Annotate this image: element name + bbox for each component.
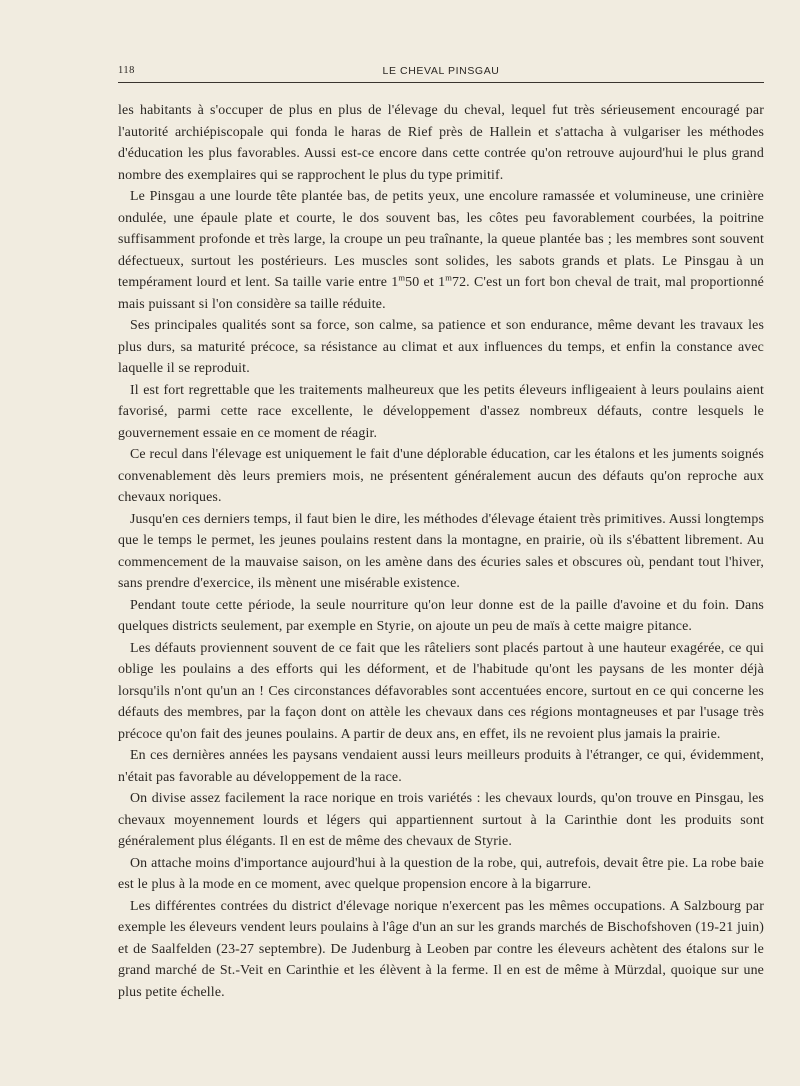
page-number: 118 xyxy=(118,65,135,76)
measure-min-decimal: 50 xyxy=(405,275,420,290)
paragraph-text: Le Pinsgau a une lourde tête plantée bas, de petits yeux, une encolure ramassée et volumineuse, une crinière ondulée, une épaule plate et courte, le dos souvent bas, les côtes peu favorablement courbées, la poitrine suffisamment profonde et très large, la croupe un peu traînante, la queue plantée bas ; les membres sont souvent défectueux, surtout les postérieurs. Les muscles sont solides, les sabots grands et plats. Le Pinsgau à un tempérament lourd et lent. Sa taille varie entre xyxy=(118,189,764,290)
paragraph: Ses principales qualités sont sa force, son calme, sa patience et son endurance, même devant les travaux les plus durs, sa maturité précoce, sa résistance au climat et aux influences du temps, et enfin la constance avec laquelle il se reproduit. xyxy=(118,318,764,376)
measure-max-integer: 1 xyxy=(438,275,446,290)
page-header xyxy=(118,62,764,83)
paragraph: En ces dernières années les paysans vendaient aussi leurs meilleurs produits à l'étranger, ce qui, évidemment, n'était pas favorable au développement de la race. xyxy=(118,748,764,785)
paragraph: Jusqu'en ces derniers temps, il faut bien le dire, les méthodes d'élevage étaient très primitives. Aussi longtemps que le temps le permet, les jeunes poulains restent dans la montagne, en prairie, où ils s'ébattent librement. Au commencement de la mauvaise saison, on les amène dans des écuries sales et obscures où, pendant tout l'hiver, sans prendre d'exercice, ils mènent une misérable existence. xyxy=(118,511,764,591)
paragraph: Pendant toute cette période, la seule nourriture qu'on leur donne est de la paille d'avoine et du foin. Dans quelques districts seulement, par exemple en Styrie, on ajoute un peu de maïs à cette maigre pitance. xyxy=(118,597,764,634)
paragraph: On divise assez facilement la race norique en trois variétés : les chevaux lourds, qu'on trouve en Pinsgau, les chevaux moyennement lourds et légers qui appartiennent surtout à la Carinthie dont les produits sont généralement plus élégants. Il en est de même des chevaux de Styrie. xyxy=(118,791,764,849)
measure-connector: et xyxy=(419,275,439,290)
paragraph: les habitants à s'occuper de plus en plus de l'élevage du cheval, lequel fut très sérieusement encouragé par l'autorité archiépiscopale qui fonda le haras de Rief près de Hallein et s'attacha à vulgariser les méthodes d'éducation les plus favorables. Aussi est-ce encore dans cette contrée qu'on retrouve aujourd'hui le plus grand nombre des exemplaires qui se rapprochent le plus du type primitif. xyxy=(118,103,764,183)
body-text xyxy=(118,100,764,1003)
paragraph: On attache moins d'importance aujourd'hui à la question de la robe, qui, autrefois, devait être pie. La robe baie est le plus à la mode en ce moment, avec quelque propension encore à la bigarrure. xyxy=(118,855,764,892)
measure-min-unit: m xyxy=(398,272,406,283)
measure-min-integer: 1 xyxy=(391,275,399,290)
measure-max-unit: m xyxy=(445,272,452,283)
paragraph xyxy=(118,186,764,315)
running-title: LE CHEVAL PINSGAU xyxy=(382,65,500,77)
paragraph: Les différentes contrées du district d'élevage norique n'exercent pas les mêmes occupations. A Salzbourg par exemple les éleveurs vendent leurs poulains à l'âge d'un an sur les grands marchés de Bischofshoven (19-21 juin) et de Saalfelden (23-27 septembre). De Judenburg à Leoben par contre les éleveurs achètent des étalons sur le grand marché de St.-Veit en Carinthie et les élèvent à la ferme. Il en est de même à Mürzdal, quoique sur une plus petite échelle. xyxy=(118,898,764,1000)
paragraph: Ce recul dans l'élevage est uniquement le fait d'une déplorable éducation, car les étalons et les juments soignés convenablement dès leurs premiers mois, ne présentent généralement aucun des défauts qu'on reproche aux chevaux noriques. xyxy=(118,447,764,505)
paragraph: Il est fort regrettable que les traitements malheureux que les petits éleveurs infligeaient à leurs poulains aient favorisé, parmi cette race excellente, le développement d'assez nombreux défauts, contre lesquels le gouvernement essaie en ce moment de réagir. xyxy=(118,382,764,441)
paragraph-tail: . C'est un fort bon cheval de trait, mal proportionné mais puissant si l'on considère sa taille réduite. xyxy=(118,275,764,312)
paragraph: Les défauts proviennent souvent de ce fait que les râteliers sont placés partout à une hauteur exagérée, ce qui oblige les poulains a des efforts qui les déforment, et de l'habitude qu'ont les paysans de les monter déjà lorsqu'ils n'ont qu'un an ! Ces circonstances défavorables sont accentuées encore, surtout en ce qui concerne les défauts des membres, par la façon dont on attèle les chevaux dans ces régions montagneuses et par l'usage très précoce qu'on fait des jeunes poulains. A partir de deux ans, en effet, ils ne revoient plus jamais la prairie. xyxy=(118,640,764,742)
measure-max-decimal: 72 xyxy=(451,275,467,290)
